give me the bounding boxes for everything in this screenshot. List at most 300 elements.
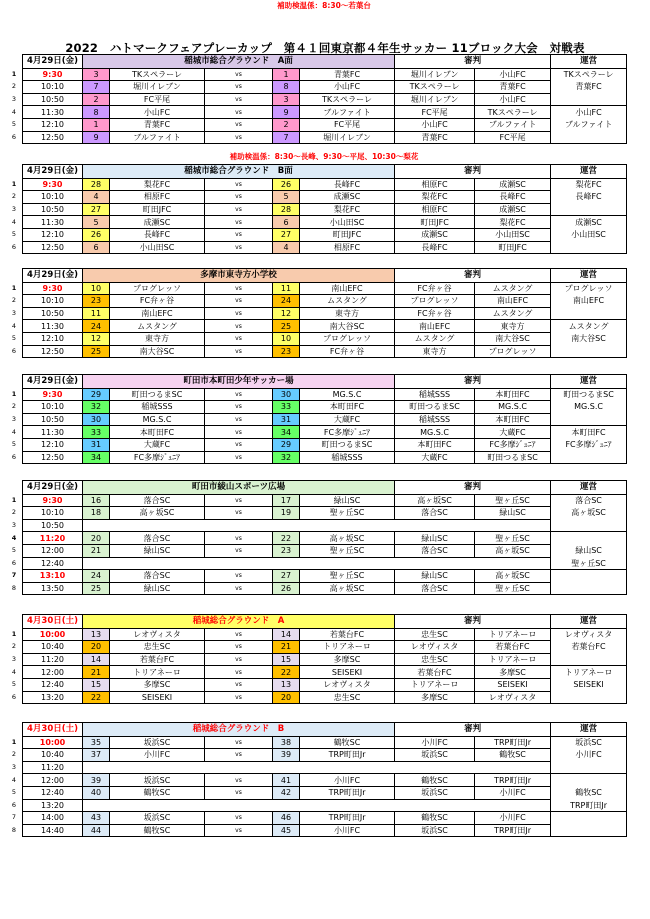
team2-number: 39	[273, 749, 300, 762]
operation-team: 梨花FC	[551, 178, 627, 191]
referee-header: 審判	[395, 165, 551, 179]
team2-name: 鶴牧SC	[300, 736, 395, 749]
referee-2: TRP町田Jr	[475, 736, 551, 749]
team2-number: 30	[273, 388, 300, 401]
row-number: 1	[11, 179, 17, 188]
team2-name: プログレッソ	[300, 332, 395, 345]
row-number: 6	[11, 558, 17, 567]
referee-header: 審判	[395, 615, 551, 629]
team1-number: 43	[83, 812, 110, 825]
team2-number: 6	[273, 216, 300, 229]
row-number: 1	[11, 283, 17, 292]
row-number: 5	[11, 230, 17, 239]
vs-label: vs	[205, 203, 273, 216]
team2-name: FC弁ヶ谷	[300, 345, 395, 358]
operation-header: 運営	[551, 481, 627, 495]
referee-1: 落合SC	[395, 544, 475, 557]
operation-team: 南大谷SC	[551, 332, 627, 345]
referee-1: 若葉台FC	[395, 666, 475, 679]
row-number: 2	[11, 402, 17, 411]
team2-number: 27	[273, 228, 300, 241]
match-row	[23, 570, 627, 583]
operation-team: 青葉FC	[551, 81, 627, 94]
team1-name: FC多摩ｼﾞｭﾆｱ	[110, 451, 205, 464]
vs-label: vs	[205, 451, 273, 464]
match-row	[23, 824, 627, 837]
match-row	[23, 388, 627, 401]
match-time: 10:10 2	[23, 81, 83, 94]
vs-label: vs	[205, 216, 273, 229]
team1-number: 8	[83, 106, 110, 119]
schedule-section	[11, 722, 626, 837]
row-number: 3	[11, 205, 17, 214]
referee-1: 鶴牧SC	[395, 812, 475, 825]
row-number: 4	[11, 667, 17, 676]
match-row	[23, 691, 627, 704]
team1-number: 37	[83, 749, 110, 762]
venue-name: 町田市綾山スポーツ広場	[83, 481, 395, 495]
match-row	[23, 653, 627, 666]
empty-slot	[83, 557, 551, 570]
operation-team: 聖ヶ丘SC	[551, 557, 627, 570]
match-row	[23, 228, 627, 241]
referee-1: 落合SC	[395, 582, 475, 595]
schedule-section	[11, 480, 626, 595]
operation-team: TKスペラーレ	[551, 68, 627, 81]
match-row	[23, 203, 627, 216]
referee-1: MG.S.C	[395, 426, 475, 439]
operation-team: トリアネーロ	[551, 666, 627, 679]
team1-name: トリアネーロ	[110, 666, 205, 679]
team2-name: レオヴィスタ	[300, 678, 395, 691]
team2-name: 堀川イレブン	[300, 131, 395, 144]
team1-number: 33	[83, 426, 110, 439]
team1-name: 忠生SC	[110, 641, 205, 654]
match-time: 10:10 2	[23, 295, 83, 308]
match-row	[23, 81, 627, 94]
match-time: 10:40 2	[23, 749, 83, 762]
vs-label: vs	[205, 653, 273, 666]
team1-number: 39	[83, 774, 110, 787]
referee-1: 東寺方	[395, 345, 475, 358]
schedule-table	[11, 268, 627, 358]
referee-header: 審判	[395, 375, 551, 389]
referee-2: 小川FC	[475, 786, 551, 799]
match-time: 11:30 4	[23, 106, 83, 119]
empty-slot	[83, 761, 551, 774]
team2-name: 成瀬SC	[300, 191, 395, 204]
operation-team	[551, 812, 627, 825]
referee-1: ムスタング	[395, 332, 475, 345]
match-date: 4月29日(金)	[23, 481, 83, 495]
referee-2: 小山FC	[475, 68, 551, 81]
team1-number: 15	[83, 678, 110, 691]
vs-label: vs	[205, 628, 273, 641]
team1-name: 稲城SSS	[110, 401, 205, 414]
team1-name: FC弁ヶ谷	[110, 295, 205, 308]
referee-2: 町田JFC	[475, 241, 551, 254]
team1-name: 南大谷SC	[110, 345, 205, 358]
vs-label: vs	[205, 736, 273, 749]
team1-name: 青葉FC	[110, 118, 205, 131]
referee-2: 聖ヶ丘SC	[475, 532, 551, 545]
vs-label: vs	[205, 131, 273, 144]
referee-2: トリアネーロ	[475, 653, 551, 666]
match-time: 10:50 3	[23, 93, 83, 106]
referee-1: 相原FC	[395, 203, 475, 216]
team2-name: 小川FC	[300, 824, 395, 837]
team2-name: 聖ヶ丘SC	[300, 544, 395, 557]
vs-label: vs	[205, 81, 273, 94]
referee-2: 大蔵FC	[475, 426, 551, 439]
operation-team: ブルファイト	[551, 118, 627, 131]
match-row	[23, 532, 627, 545]
referee-1: FC弁ヶ谷	[395, 307, 475, 320]
team1-name: 町田つるまSC	[110, 388, 205, 401]
team2-number: 19	[273, 507, 300, 520]
match-time: 12:40 5	[23, 786, 83, 799]
team2-number: 4	[273, 241, 300, 254]
referee-1: トリアネーロ	[395, 678, 475, 691]
operation-team: 若葉台FC	[551, 641, 627, 654]
operation-team: FC多摩ｼﾞｭﾆｱ	[551, 438, 627, 451]
operation-team: 成瀬SC	[551, 216, 627, 229]
match-row	[23, 320, 627, 333]
match-time: 10:40 2	[23, 641, 83, 654]
operation-team: TRP町田Jr	[551, 799, 627, 812]
referee-2: 小川FC	[475, 812, 551, 825]
temperature-check-note: 補助検温係：8:30～若葉台	[277, 1, 371, 10]
team1-number: 12	[83, 332, 110, 345]
referee-1: FC弁ヶ谷	[395, 282, 475, 295]
team1-name: 堀川イレブン	[110, 81, 205, 94]
team2-number: 5	[273, 191, 300, 204]
match-row	[23, 749, 627, 762]
referee-header: 審判	[395, 723, 551, 737]
referee-2: ムスタング	[475, 307, 551, 320]
referee-1: 町田JFC	[395, 216, 475, 229]
team2-name: 聖ヶ丘SC	[300, 507, 395, 520]
referee-1: 青葉FC	[395, 131, 475, 144]
vs-label: vs	[205, 106, 273, 119]
match-time: 13:10 7	[23, 570, 83, 583]
referee-2: トリアネーロ	[475, 628, 551, 641]
referee-2: 南大谷SC	[475, 332, 551, 345]
referee-2: 緑山SC	[475, 507, 551, 520]
row-number: 2	[11, 296, 17, 305]
match-date: 4月29日(金)	[23, 269, 83, 283]
team1-number: 40	[83, 786, 110, 799]
row-number: 4	[11, 427, 17, 436]
team1-name: 東寺方	[110, 332, 205, 345]
team2-number: 41	[273, 774, 300, 787]
team2-number: 8	[273, 81, 300, 94]
operation-header: 運営	[551, 55, 627, 69]
team2-name: 青葉FC	[300, 68, 395, 81]
team2-number: 23	[273, 345, 300, 358]
operation-team	[551, 241, 627, 254]
team2-name: SEISEKI	[300, 666, 395, 679]
team1-number: 24	[83, 570, 110, 583]
referee-2: TKスペラーレ	[475, 106, 551, 119]
match-time: 11:20 3	[23, 761, 83, 774]
team2-number: 22	[273, 532, 300, 545]
operation-team: 小山FC	[551, 106, 627, 119]
match-time: 11:30 4	[23, 216, 83, 229]
vs-label: vs	[205, 824, 273, 837]
venue-name: 稲城総合グラウンド B	[83, 723, 395, 737]
team1-name: 鶴牧SC	[110, 824, 205, 837]
team1-number: 22	[83, 691, 110, 704]
vs-label: vs	[205, 413, 273, 426]
operation-team: 鶴牧SC	[551, 786, 627, 799]
match-date: 4月29日(金)	[23, 55, 83, 69]
team2-number: 31	[273, 413, 300, 426]
team2-number: 24	[273, 295, 300, 308]
team1-name: 落合SC	[110, 494, 205, 507]
row-number: 5	[11, 546, 17, 555]
match-row	[23, 451, 627, 464]
team2-name: 小川FC	[300, 774, 395, 787]
team1-name: 南山EFC	[110, 307, 205, 320]
match-time: 10:10 2	[23, 507, 83, 520]
row-number: 7	[11, 571, 17, 580]
team2-name: 高ヶ坂SC	[300, 582, 395, 595]
team2-name: 長峰FC	[300, 178, 395, 191]
match-time: 9:30 1	[23, 68, 83, 81]
team2-name: ムスタング	[300, 295, 395, 308]
match-row	[23, 678, 627, 691]
team2-name: 南山EFC	[300, 282, 395, 295]
team2-name: 町田つるまSC	[300, 438, 395, 451]
team2-name: 東寺方	[300, 307, 395, 320]
match-time: 12:10 5	[23, 228, 83, 241]
team2-number: 34	[273, 426, 300, 439]
team1-name: ムスタング	[110, 320, 205, 333]
referee-1: TKスペラーレ	[395, 81, 475, 94]
team1-number: 6	[83, 241, 110, 254]
venue-name: 町田市本町田少年サッカー場	[83, 375, 395, 389]
team2-number: 25	[273, 320, 300, 333]
operation-header: 運営	[551, 375, 627, 389]
team2-number: 10	[273, 332, 300, 345]
team1-name: ブルファイト	[110, 131, 205, 144]
empty-slot	[83, 799, 551, 812]
team1-number: 34	[83, 451, 110, 464]
referee-1: 落合SC	[395, 507, 475, 520]
match-row	[23, 401, 627, 414]
match-row	[23, 544, 627, 557]
team1-number: 31	[83, 438, 110, 451]
match-time: 12:10 5	[23, 332, 83, 345]
match-row	[23, 641, 627, 654]
team1-number: 1	[83, 118, 110, 131]
match-row	[23, 282, 627, 295]
match-time: 12:10 5	[23, 438, 83, 451]
team2-name: TRP町田Jr	[300, 812, 395, 825]
referee-2: 高ヶ坂SC	[475, 570, 551, 583]
match-row	[23, 519, 627, 532]
row-number: 1	[11, 737, 17, 746]
team2-name: 稲城SSS	[300, 451, 395, 464]
row-number: 1	[11, 69, 17, 78]
team2-name: FC多摩ｼﾞｭﾆｱ	[300, 426, 395, 439]
operation-team	[551, 307, 627, 320]
referee-2: 小山FC	[475, 93, 551, 106]
vs-label: vs	[205, 426, 273, 439]
match-time: 12:10 5	[23, 118, 83, 131]
operation-team	[551, 532, 627, 545]
referee-1: 堀川イレブン	[395, 68, 475, 81]
venue-name: 稲城市総合グラウンド A面	[83, 55, 395, 69]
row-number: 6	[11, 692, 17, 701]
referee-2: 町田つるまSC	[475, 451, 551, 464]
vs-label: vs	[205, 666, 273, 679]
operation-team: ムスタング	[551, 320, 627, 333]
referee-header: 審判	[395, 481, 551, 495]
team1-name: 小川FC	[110, 749, 205, 762]
row-number: 2	[11, 642, 17, 651]
team1-name: 坂浜SC	[110, 812, 205, 825]
referee-2: 長峰FC	[475, 191, 551, 204]
row-number: 8	[11, 826, 17, 835]
venue-name: 稲城市総合グラウンド B面	[83, 165, 395, 179]
team2-name: ブルファイト	[300, 106, 395, 119]
row-number: 3	[11, 655, 17, 664]
vs-label: vs	[205, 332, 273, 345]
referee-2: 高ヶ坂SC	[475, 544, 551, 557]
row-number: 6	[11, 242, 17, 251]
team2-number: 26	[273, 178, 300, 191]
team2-name: 町田JFC	[300, 228, 395, 241]
schedule-table	[11, 480, 627, 595]
team1-number: 2	[83, 93, 110, 106]
team1-number: 26	[83, 228, 110, 241]
team1-number: 35	[83, 736, 110, 749]
referee-2: プログレッソ	[475, 345, 551, 358]
referee-1: 忠生SC	[395, 628, 475, 641]
team2-name: 聖ヶ丘SC	[300, 570, 395, 583]
vs-label: vs	[205, 641, 273, 654]
vs-label: vs	[205, 388, 273, 401]
team2-name: 若葉台FC	[300, 628, 395, 641]
team2-name: 梨花FC	[300, 203, 395, 216]
match-row	[23, 438, 627, 451]
match-time: 12:00 4	[23, 666, 83, 679]
vs-label: vs	[205, 178, 273, 191]
schedule-section	[11, 374, 626, 464]
team1-number: 10	[83, 282, 110, 295]
team2-number: 22	[273, 666, 300, 679]
referee-2: レオヴィスタ	[475, 691, 551, 704]
match-time: 14:00 7	[23, 812, 83, 825]
operation-header: 運営	[551, 723, 627, 737]
referee-1: 相原FC	[395, 178, 475, 191]
row-number: 4	[11, 533, 17, 542]
vs-label: vs	[205, 93, 273, 106]
match-time: 12:50 6	[23, 131, 83, 144]
operation-team: 落合SC	[551, 494, 627, 507]
referee-1: 小山FC	[395, 118, 475, 131]
match-row	[23, 216, 627, 229]
team1-name: 坂浜SC	[110, 774, 205, 787]
vs-label: vs	[205, 786, 273, 799]
team1-number: 25	[83, 345, 110, 358]
referee-2: 聖ヶ丘SC	[475, 582, 551, 595]
match-time: 10:50 3	[23, 519, 83, 532]
match-row	[23, 774, 627, 787]
team2-number: 38	[273, 736, 300, 749]
row-number: 2	[11, 508, 17, 517]
row-number: 3	[11, 521, 17, 530]
vs-label: vs	[205, 570, 273, 583]
referee-2: 多摩SC	[475, 666, 551, 679]
row-number: 1	[11, 629, 17, 638]
row-number: 5	[11, 680, 17, 689]
vs-label: vs	[205, 307, 273, 320]
match-row	[23, 131, 627, 144]
row-number: 3	[11, 95, 17, 104]
schedule-section	[11, 54, 626, 144]
vs-label: vs	[205, 544, 273, 557]
referee-1: プログレッソ	[395, 295, 475, 308]
team1-number: 21	[83, 544, 110, 557]
referee-header: 審判	[395, 55, 551, 69]
team1-name: 緑山SC	[110, 582, 205, 595]
row-number: 4	[11, 775, 17, 784]
row-number: 8	[11, 584, 17, 593]
team2-name: 忠生SC	[300, 691, 395, 704]
team2-number: 20	[273, 691, 300, 704]
row-number: 6	[11, 346, 17, 355]
referee-1: FC平尾	[395, 106, 475, 119]
operation-team	[551, 131, 627, 144]
team2-number: 45	[273, 824, 300, 837]
referee-2: 成瀬SC	[475, 178, 551, 191]
page-title: 2022 ハトマークフェアプレーカップ 第４１回東京都４年生サッカー 11ブロック大会 対戦表	[65, 41, 585, 55]
match-row	[23, 413, 627, 426]
referee-1: 坂浜SC	[395, 786, 475, 799]
team2-number: 46	[273, 812, 300, 825]
match-time: 10:50 3	[23, 203, 83, 216]
operation-header: 運営	[551, 165, 627, 179]
team1-number: 13	[83, 628, 110, 641]
team1-name: レオヴィスタ	[110, 628, 205, 641]
row-number: 6	[11, 800, 17, 809]
match-row	[23, 106, 627, 119]
match-row	[23, 761, 627, 774]
referee-1: 小川FC	[395, 736, 475, 749]
referee-2: ブルファイト	[475, 118, 551, 131]
team2-number: 42	[273, 786, 300, 799]
team1-number: 5	[83, 216, 110, 229]
team1-name: 長峰FC	[110, 228, 205, 241]
match-row	[23, 295, 627, 308]
operation-team	[551, 519, 627, 532]
team2-name: 大蔵FC	[300, 413, 395, 426]
referee-1: 坂浜SC	[395, 749, 475, 762]
team2-name: トリアネーロ	[300, 641, 395, 654]
row-number: 5	[11, 120, 17, 129]
referee-1: 緑山SC	[395, 570, 475, 583]
row-number: 3	[11, 309, 17, 318]
team2-number: 3	[273, 93, 300, 106]
vs-label: vs	[205, 241, 273, 254]
team2-name: 多摩SC	[300, 653, 395, 666]
team1-name: 多摩SC	[110, 678, 205, 691]
match-time: 13:20 6	[23, 799, 83, 812]
team2-number: 32	[273, 451, 300, 464]
